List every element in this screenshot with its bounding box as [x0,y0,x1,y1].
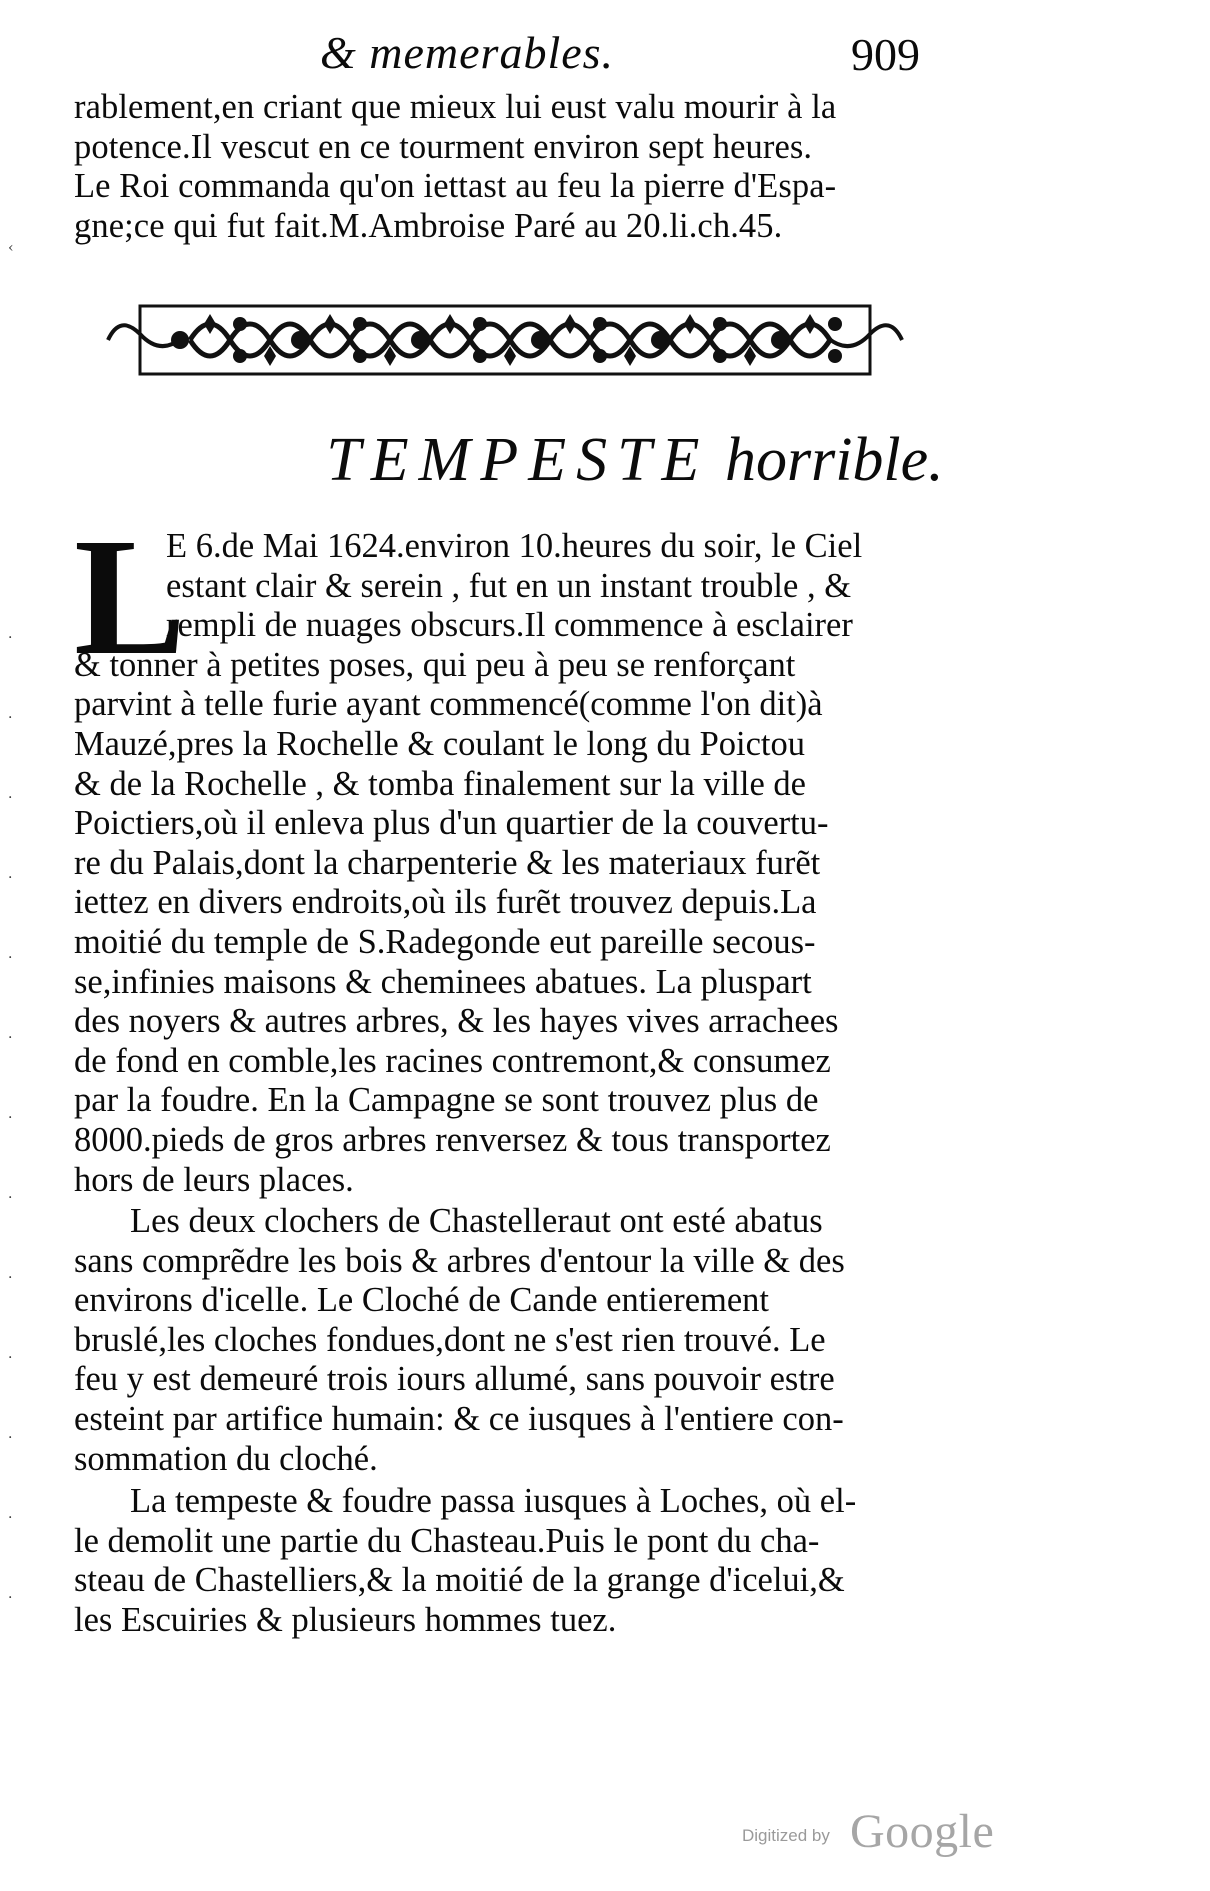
text-line: 8000.pieds de gros arbres renversez & tous transportez [74,1120,831,1159]
continued-paragraph [74,88,954,246]
text-line: rempli de nuages obscurs.Il commence à esclairer [166,606,853,645]
gutter-mark: · [8,1350,13,1366]
text-line: des noyers & autres arbres, & les hayes vives arrachees [74,1002,839,1041]
drop-cap: L [74,504,187,690]
text-line: le demolit une partie du Chasteau.Puis le pont du cha- [74,1521,820,1560]
text-line: Le Roi commanda qu'on iettast au feu la pierre d'Espa- [74,167,837,206]
text-line: environs d'icelle. Le Cloché de Cande entierement [74,1281,769,1320]
running-head [320,26,940,86]
gutter-mark: · [8,1510,13,1526]
text-line: Mauzé,pres la Rochelle & coulant le long du Poictou [74,724,806,763]
text-line: iettez en divers endroits,où ils furẽt trouvez depuis.La [74,883,817,922]
text-line: sommation du cloché. [74,1439,378,1478]
gutter-mark: · [8,1110,13,1126]
ornamental-headpiece [100,294,910,386]
text-line: Les deux clochers de Chastelleraut ont esté abatus [130,1202,823,1240]
text-line: steau de Chastelliers,& la moitié de la grange d'icelui,& [74,1561,845,1600]
paragraph-2 [74,1202,954,1479]
paragraph-3 [74,1482,954,1640]
gutter-mark: · [8,950,13,966]
text-line: & de la Rochelle , & tomba finalement sur la ville de [74,764,806,803]
gutter-mark: ‹ [8,240,14,256]
heading-rest: horrible. [724,426,944,494]
digitized-watermark [742,1804,1002,1864]
text-line: sans comprẽdre les bois & arbres d'entour la ville & des [74,1241,845,1280]
text-line: hors de leurs places. [74,1160,354,1199]
gutter-mark: · [8,630,13,646]
watermark-prefix: Digitized by [742,1826,830,1845]
google-logo: Google [850,1805,995,1858]
gutter-mark: · [8,1270,13,1286]
text-line: moitié du temple de S.Radegonde eut pareille secous- [74,922,816,961]
text-line: estant clair & serein , fut en un instant trouble , & [166,566,852,605]
gutter-mark: · [8,710,13,726]
text-line: esteint par artifice humain: & ce iusques à l'entiere con- [74,1399,844,1438]
paragraph-1 [74,504,954,1200]
text-line: rablement,en criant que mieux lui eust valu mourir à la [74,88,837,126]
heading-main: TEMPESTE [326,426,710,494]
text-line: E 6.de Mai 1624.environ 10.heures du soir, le Ciel [166,527,863,565]
gutter-mark: · [8,1190,13,1206]
text-line: feu y est demeuré trois iours allumé, sans pouvoir estre [74,1360,835,1399]
text-line: les Escuiries & plusieurs hommes tuez. [74,1600,617,1639]
text-line: Poictiers,où il enleva plus d'un quartier de la couvertu- [74,804,829,843]
text-line: gne;ce qui fut fait.M.Ambroise Paré au 20.li.ch.45. [74,206,783,245]
text-line: bruslé,les cloches fondues,dont ne s'est rien trouvé. Le [74,1320,826,1359]
text-line: La tempeste & foudre passa iusques à Loches, où el- [130,1482,857,1520]
text-line: de fond en comble,les racines contremont,& consumez [74,1041,831,1080]
running-title: & memerables. [320,27,615,78]
text-line: se,infinies maisons & cheminees abatues. La pluspart [74,962,812,1001]
gutter-mark: · [8,870,13,886]
text-line: par la foudre. En la Campagne se sont trouvez plus de [74,1081,819,1120]
section-heading [0,420,1210,500]
gutter-mark: · [8,1430,13,1446]
text-line: & tonner à petites poses, qui peu à peu se renforçant [74,645,796,684]
gutter-mark: · [8,1590,13,1606]
text-line: potence.Il vescut en ce tourment environ sept heures. [74,127,813,166]
gutter-mark: · [8,790,13,806]
page-number: 909 [851,29,920,80]
text-line: parvint à telle furie ayant commencé(comme l'on dit)à [74,685,823,724]
gutter-show-through [8,240,48,1700]
gutter-mark: · [8,1030,13,1046]
text-line: re du Palais,dont la charpenterie & les materiaux furẽt [74,843,821,882]
